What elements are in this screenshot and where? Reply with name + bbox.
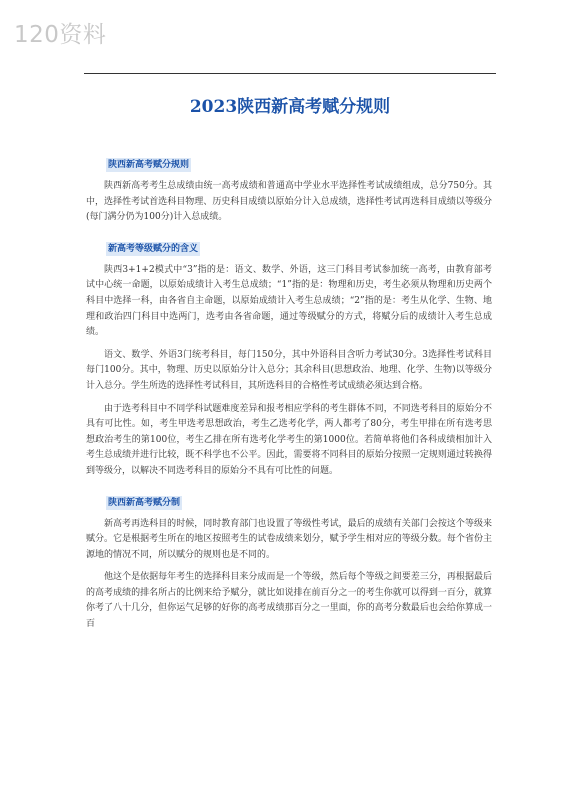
section-grade-meaning (86, 236, 492, 480)
section-scoring-rules (86, 152, 492, 226)
paragraph: 由于选考科目中不同学科试题难度差异和报考相应学科的考生群体不同，不同选考科目的原始分不具有可比性。如，考生甲选考思想政治，考生乙选考化学，两人都考了80分，考生甲排在所有选考思想政治考生的第100位，考生乙排在所有选考化学考生的第1000位。若简单将他们各科成绩相加计入考生总成绩并进行比较，既不科学也不公平。因此，需要将不同科目的原始分按照一定规则通过转换得到等级分，以解决不同选考科目的原始分不具有可比性的问题。 (86, 403, 492, 476)
paragraph: 他这个是依据每年考生的选择科目来分成而是一个等级，然后每个等级之间要差三分，再根据最后的高考成绩的排名所占的比例来给予赋分，就比如说排在前百分之一的考生你就可以得到一百分，就算你考了八十几分，但你运气足够的好你的高考成绩那百分之一里面，你的高考分数最后也会给你算成一百 (86, 572, 492, 630)
document-body (86, 152, 492, 633)
paragraph: 新高考再选科目的时候，同时教育部门也设置了等级性考试，最后的成绩有关部门会按这个等级来赋分。它是根据考生所在的地区按照考生的试卷成绩来划分，赋予学生相对应的等级分数。每个省份主源地的情况不同，所以赋分的规则也是不同的。 (86, 518, 492, 560)
paragraph: 陕西3+1+2模式中“3”指的是：语文、数学、外语，这三门科目考试参加统一高考，由教育部考试中心统一命题，以原始成绩计入考生总成绩；“1”指的是：物理和历史，考生必须从物理和历史两个科目中选择一科，由各省自主命题，以原始成绩计入考生总成绩；“2”指的是：考生从化学、生物、地理和政治四门科目中选两门，选考由各省命题，通过等级赋分的方式，将赋分后的成绩计入考生总成绩。 (86, 264, 492, 338)
page-title: 2023陕西新高考赋分规则 (189, 97, 391, 117)
section-heading: 陕西新高考赋分规则 (108, 160, 190, 170)
section-heading: 陕西新高考赋分制 (108, 497, 181, 508)
header-rule (84, 73, 496, 74)
section-scoring-system (86, 490, 492, 633)
paragraph: 语文、数学、外语3门统考科目，每门150分，其中外语科目含听力考试30分。3选择性考试科目每门100分。其中，物理、历史以原始分计入总分；其余科目(思想政治、地理、化学、生物)以等级分计入总分。学生所选的选择性考试科目，其所选科目的合格性考试成绩必须达到合格。 (86, 349, 492, 391)
watermark: 120资料 (14, 22, 107, 48)
section-heading: 新高考等级赋分的含义 (108, 243, 199, 254)
paragraph: 陕西新高考考生总成绩由统一高考成绩和普通高中学业水平选择性考试成绩组成，总分750分。其中，选择性考试首选科目物理、历史科目成绩以原始分计入总成绩，选择性考试再选科目成绩以等级分(每门满分仍为100分)计入总成绩。 (86, 181, 492, 223)
